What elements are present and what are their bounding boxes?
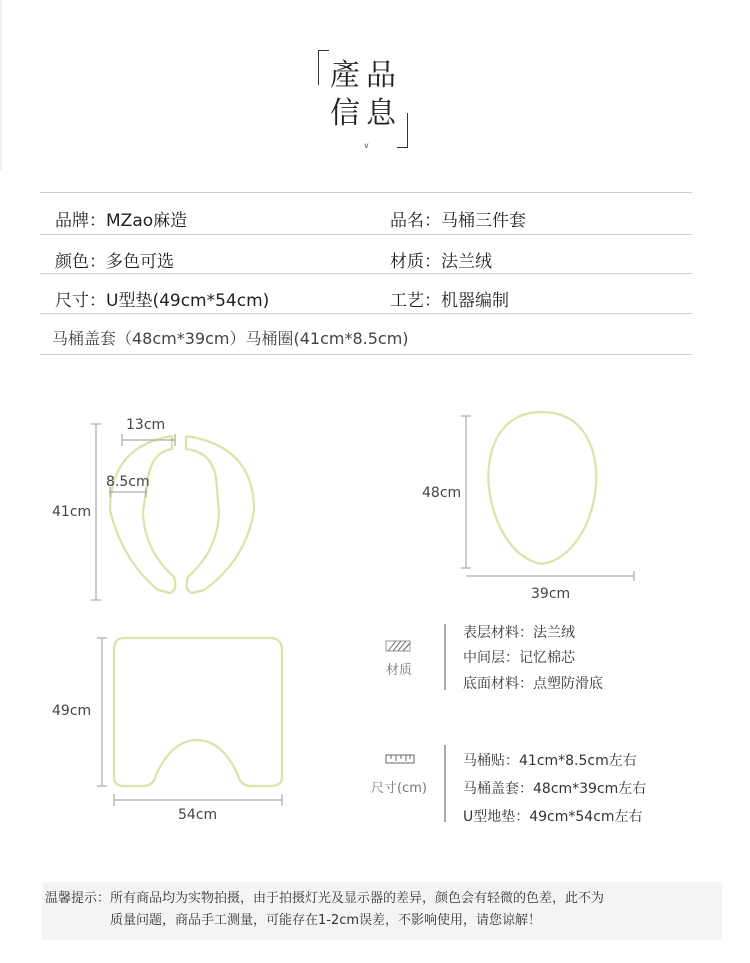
size-line-mat: U型地垫：49cm*54cm左右 — [463, 809, 643, 825]
info-product-name: 品名：马桶三件套 — [390, 211, 526, 231]
material-line-surface: 表层材料：法兰绒 — [463, 625, 575, 641]
dim-label-seat-height: 41cm — [52, 504, 92, 520]
info-brand: 品牌：MZao麻造 — [55, 211, 188, 231]
seat-sticker-left-outline — [110, 436, 175, 593]
footer-notice-line2: 质量问题，商品手工测量，可能存在1-2cm误差，不影响使用，请您谅解！ — [110, 913, 542, 928]
material-line-bottom: 底面材料：点塑防滑底 — [463, 676, 603, 692]
size-line-lid: 马桶盖套：48cm*39cm左右 — [463, 781, 647, 797]
material-icon-label: 材质 — [386, 663, 413, 678]
dim-label-mat-height: 49cm — [52, 703, 92, 719]
dim-label-seat-width: 13cm — [126, 417, 166, 433]
lid-cover-outline — [488, 412, 596, 564]
header-title-line2: 信息 — [330, 96, 402, 131]
chevron-down-icon: v — [364, 141, 369, 150]
info-color: 颜色：多色可选 — [55, 252, 174, 272]
dim-label-lid-width: 39cm — [531, 586, 571, 602]
seat-sticker-right-outline — [186, 436, 254, 593]
info-craft: 工艺：机器编制 — [390, 291, 509, 311]
info-material: 材质：法兰绒 — [390, 252, 492, 272]
header-title-line1: 產品 — [330, 58, 402, 93]
dim-label-mat-width: 54cm — [178, 807, 218, 823]
dim-label-seat-band: 8.5cm — [106, 474, 150, 490]
info-size: 尺寸：U型垫(49cm*54cm) — [55, 291, 270, 311]
dim-label-lid-height: 48cm — [422, 485, 462, 501]
footer-notice — [45, 888, 720, 932]
material-line-middle: 中间层：记忆棉芯 — [463, 650, 575, 666]
size-line-seat: 马桶贴：41cm*8.5cm左右 — [463, 753, 637, 769]
u-mat-outline — [114, 638, 282, 786]
ruler-icon — [386, 755, 414, 763]
footer-notice-line1: 温馨提示：所有商品均为实物拍摄，由于拍摄灯光及显示器的差异，颜色会有轻微的色差，此不为 — [45, 891, 605, 906]
hatch-icon — [386, 641, 410, 651]
size-icon-label: 尺寸(cm) — [371, 781, 427, 796]
info-extra-sizes: 马桶盖套（48cm*39cm）马桶圈(41cm*8.5cm) — [52, 329, 409, 348]
